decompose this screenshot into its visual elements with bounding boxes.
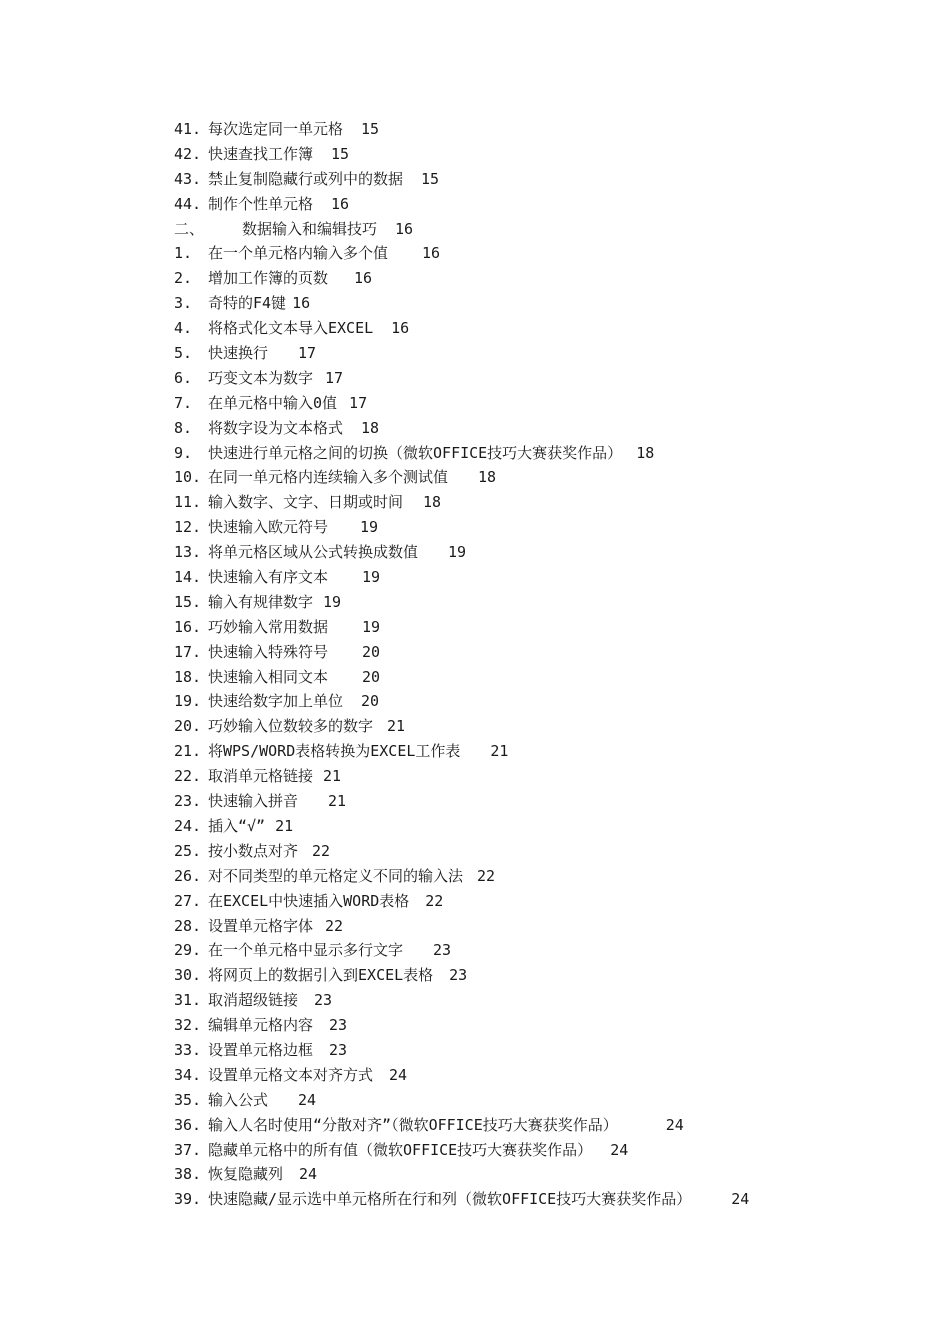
toc-entry	[174, 1113, 874, 1138]
toc-entry	[174, 1038, 874, 1063]
toc-entry-page-number: 24	[298, 1090, 317, 1109]
toc-entry-title: 在一个单元格内输入多个值	[208, 244, 389, 263]
toc-entry-page-number: 23	[329, 1016, 348, 1035]
toc-entry	[174, 689, 874, 714]
toc-entry	[174, 1063, 874, 1088]
toc-entry-title: 输入有规律数字	[208, 592, 314, 611]
toc-entry-number: 6.	[174, 368, 193, 387]
toc-entry	[174, 1088, 874, 1113]
toc-entry-title: 数据输入和编辑技巧	[242, 219, 378, 238]
toc-entry-title: 快速查找工作簿	[208, 144, 314, 163]
toc-entry	[174, 167, 874, 192]
toc-entry-title: 设置单元格字体	[208, 916, 314, 935]
toc-entry-title: 快速给数字加上单位	[208, 692, 344, 711]
toc-entry-title: 制作个性单元格	[208, 194, 314, 213]
toc-entry	[174, 615, 874, 640]
toc-entry-number: 21.	[174, 742, 202, 761]
toc-entry	[174, 217, 874, 242]
toc-entry-page-number: 17	[298, 344, 317, 363]
toc-entry-title: 将网页上的数据引入到EXCEL表格	[208, 966, 434, 985]
toc-entry-page-number: 17	[349, 393, 368, 412]
toc-entry-title: 取消超级链接	[208, 991, 299, 1010]
toc-entry	[174, 764, 874, 789]
toc-entry-number: 8.	[174, 418, 193, 437]
toc-entry	[174, 391, 874, 416]
toc-entry-page-number: 23	[329, 1040, 348, 1059]
toc-entry-page-number: 22	[312, 841, 331, 860]
toc-entry-title: 快速进行单元格之间的切换（微软OFFICE技巧大赛获奖作品）	[208, 443, 623, 462]
toc-entry-title: 输入公式	[208, 1090, 269, 1109]
toc-entry-page-number: 24	[665, 1115, 684, 1134]
toc-entry-page-number: 17	[325, 368, 344, 387]
toc-entry-title: 快速输入有序文本	[208, 568, 329, 587]
toc-entry-title: 快速输入特殊符号	[208, 642, 329, 661]
toc-entry-page-number: 15	[361, 120, 380, 138]
toc-entry-page-number: 15	[421, 169, 440, 188]
toc-entry	[174, 366, 874, 391]
toc-entry-number: 35.	[174, 1090, 202, 1109]
toc-entry-page-number: 16	[391, 319, 410, 338]
toc-entry-page-number: 24	[389, 1065, 408, 1084]
toc-entry-page-number: 19	[362, 617, 381, 636]
toc-entry-title: 快速隐藏/显示选中单元格所在行和列（微软OFFICE技巧大赛获奖作品）	[208, 1190, 692, 1209]
toc-entry-page-number: 22	[425, 891, 444, 910]
toc-entry-page-number: 23	[314, 991, 333, 1010]
toc-entry-title: 在EXCEL中快速插入WORD表格	[208, 891, 410, 910]
toc-entry	[174, 938, 874, 963]
toc-entry-number: 17.	[174, 642, 202, 661]
toc-entry-number: 28.	[174, 916, 202, 935]
toc-entry-number: 43.	[174, 169, 202, 188]
toc-entry-number: 29.	[174, 941, 202, 960]
toc-entry-page-number: 21	[323, 767, 342, 786]
toc-entry-number: 4.	[174, 319, 193, 338]
toc-entry-number: 38.	[174, 1165, 202, 1184]
toc-entry-title: 恢复隐藏列	[208, 1165, 284, 1184]
toc-entry-number: 16.	[174, 617, 202, 636]
toc-entry	[174, 416, 874, 441]
toc-entry-number: 22.	[174, 767, 202, 786]
toc-entry-title: 将数字设为文本格式	[208, 418, 344, 437]
toc-entry-number: 10.	[174, 468, 202, 487]
toc-entry-title: 巧妙输入常用数据	[208, 617, 329, 636]
toc-entry	[174, 515, 874, 540]
toc-entry-number: 12.	[174, 518, 202, 537]
toc-entry-title: 快速输入欧元符号	[208, 518, 329, 537]
toc-entry-number: 19.	[174, 692, 202, 711]
toc-entry-page-number: 19	[323, 592, 342, 611]
toc-entry	[174, 316, 874, 341]
toc-entry-title: 设置单元格文本对齐方式	[208, 1065, 374, 1084]
toc-entry	[174, 490, 874, 515]
toc-entry	[174, 341, 874, 366]
toc-entry-page-number: 20	[362, 642, 381, 661]
toc-entry	[174, 988, 874, 1013]
toc-entry-title: 取消单元格链接	[208, 767, 314, 786]
toc-entry-number: 31.	[174, 991, 202, 1010]
toc-entry-title: 隐藏单元格中的所有值（微软OFFICE技巧大赛获奖作品）	[208, 1140, 593, 1159]
toc-entry-number: 23.	[174, 792, 202, 811]
toc-entry-number: 30.	[174, 966, 202, 985]
toc-entry-title: 输入人名时使用“分散对齐”（微软OFFICE技巧大赛获奖作品）	[208, 1115, 618, 1134]
toc-entry-page-number: 21	[387, 717, 406, 736]
toc-entry-page-number: 21	[275, 816, 294, 835]
toc-entry-page-number: 21	[328, 792, 347, 811]
toc-entry-number: 5.	[174, 344, 193, 363]
toc-entry-number: 9.	[174, 443, 193, 462]
toc-entry-number: 11.	[174, 493, 202, 512]
toc-entry-page-number: 18	[423, 493, 442, 512]
toc-entry-number: 18.	[174, 667, 202, 686]
toc-entry-title: 在同一单元格内连续输入多个测试值	[208, 468, 449, 487]
toc-entry-page-number: 19	[448, 543, 467, 562]
toc-entry	[174, 590, 874, 615]
toc-entry-title: 快速输入拼音	[208, 792, 299, 811]
toc-entry-title: 每次选定同一单元格	[208, 120, 344, 138]
toc-entry-title: 对不同类型的单元格定义不同的输入法	[208, 866, 464, 885]
toc-entry-number: 27.	[174, 891, 202, 910]
toc-entry	[174, 1187, 874, 1212]
toc-entry-title: 增加工作簿的页数	[208, 269, 329, 288]
toc-entry-title: 输入数字、文字、日期或时间	[208, 493, 404, 512]
toc-entry-page-number: 16	[331, 194, 350, 213]
toc-entry-number: 13.	[174, 543, 202, 562]
toc-entry-title: 将格式化文本导入EXCEL	[208, 319, 374, 338]
toc-entry-page-number: 22	[477, 866, 496, 885]
toc-entry-page-number: 19	[360, 518, 379, 537]
toc-entry-number: 3.	[174, 294, 193, 313]
toc-entry-page-number: 16	[292, 294, 311, 313]
toc-entry-number: 33.	[174, 1040, 202, 1059]
toc-entry	[174, 117, 874, 142]
toc-entry	[174, 192, 874, 217]
toc-entry-title: 插入“√”	[208, 816, 266, 835]
toc-entry-page-number: 16	[395, 219, 414, 238]
toc-entry	[174, 914, 874, 939]
toc-entry-page-number: 16	[354, 269, 373, 288]
toc-entry-title: 快速输入相同文本	[208, 667, 329, 686]
toc-entry	[174, 1013, 874, 1038]
toc-entry-page-number: 21	[490, 742, 509, 761]
toc-entry-title: 在单元格中输入0值	[208, 393, 338, 412]
toc-entry-title: 禁止复制隐藏行或列中的数据	[208, 169, 404, 188]
toc-entry	[174, 864, 874, 889]
toc-entry-number: 2.	[174, 269, 193, 288]
toc-entry	[174, 963, 874, 988]
toc-entry	[174, 665, 874, 690]
toc-entry-number: 26.	[174, 866, 202, 885]
toc-entry-number: 37.	[174, 1140, 202, 1159]
toc-entry-number: 44.	[174, 194, 202, 213]
toc-entry-page-number: 15	[331, 144, 350, 163]
toc-entry	[174, 441, 874, 466]
toc-entry	[174, 889, 874, 914]
toc-entry-number: 20.	[174, 717, 202, 736]
toc-entry-page-number: 20	[362, 667, 381, 686]
toc-entry	[174, 266, 874, 291]
toc-entry-number: 39.	[174, 1190, 202, 1209]
toc-entry-page-number: 23	[433, 941, 452, 960]
toc-entry	[174, 1138, 874, 1163]
toc-entry-number: 36.	[174, 1115, 202, 1134]
toc-entry-number: 25.	[174, 841, 202, 860]
toc-entry-number: 15.	[174, 592, 202, 611]
toc-entry-title: 巧变文本为数字	[208, 368, 314, 387]
toc-entry	[174, 142, 874, 167]
toc-entry	[174, 789, 874, 814]
toc-entry-page-number: 18	[478, 468, 497, 487]
toc-entry	[174, 291, 874, 316]
toc-entry-number: 32.	[174, 1016, 202, 1035]
toc-entry-number: 二、	[174, 219, 205, 238]
toc-entry-number: 7.	[174, 393, 193, 412]
toc-entry	[174, 540, 874, 565]
table-of-contents	[174, 117, 874, 1212]
toc-entry-page-number: 18	[361, 418, 380, 437]
toc-entry	[174, 241, 874, 266]
toc-entry	[174, 565, 874, 590]
toc-entry-page-number: 18	[636, 443, 655, 462]
toc-entry-number: 24.	[174, 816, 202, 835]
toc-entry-number: 34.	[174, 1065, 202, 1084]
toc-entry-number: 41.	[174, 120, 202, 138]
toc-entry-number: 42.	[174, 144, 202, 163]
toc-entry	[174, 839, 874, 864]
toc-entry-page-number: 20	[361, 692, 380, 711]
toc-entry-title: 编辑单元格内容	[208, 1016, 314, 1035]
toc-entry-title: 将单元格区域从公式转换成数值	[208, 543, 419, 562]
toc-entry-number: 14.	[174, 568, 202, 587]
toc-entry	[174, 814, 874, 839]
toc-entry-title: 快速换行	[208, 344, 269, 363]
toc-entry	[174, 640, 874, 665]
toc-entry-page-number: 24	[299, 1165, 318, 1184]
toc-entry-title: 奇特的F4键	[208, 294, 287, 313]
toc-entry-page-number: 23	[449, 966, 468, 985]
toc-entry-page-number: 16	[422, 244, 441, 263]
toc-entry-page-number: 19	[362, 568, 381, 587]
toc-entry-title: 按小数点对齐	[208, 841, 299, 860]
toc-entry-number: 1.	[174, 244, 193, 263]
toc-entry	[174, 1162, 874, 1187]
toc-entry-page-number: 24	[731, 1190, 750, 1209]
toc-entry	[174, 465, 874, 490]
toc-entry	[174, 714, 874, 739]
toc-entry-title: 巧妙输入位数较多的数字	[208, 717, 374, 736]
toc-entry	[174, 739, 874, 764]
toc-entry-title: 将WPS/WORD表格转换为EXCEL工作表	[208, 742, 461, 761]
toc-entry-title: 在一个单元格中显示多行文字	[208, 941, 404, 960]
toc-entry-page-number: 24	[610, 1140, 629, 1159]
toc-entry-title: 设置单元格边框	[208, 1040, 314, 1059]
toc-entry-page-number: 22	[325, 916, 344, 935]
